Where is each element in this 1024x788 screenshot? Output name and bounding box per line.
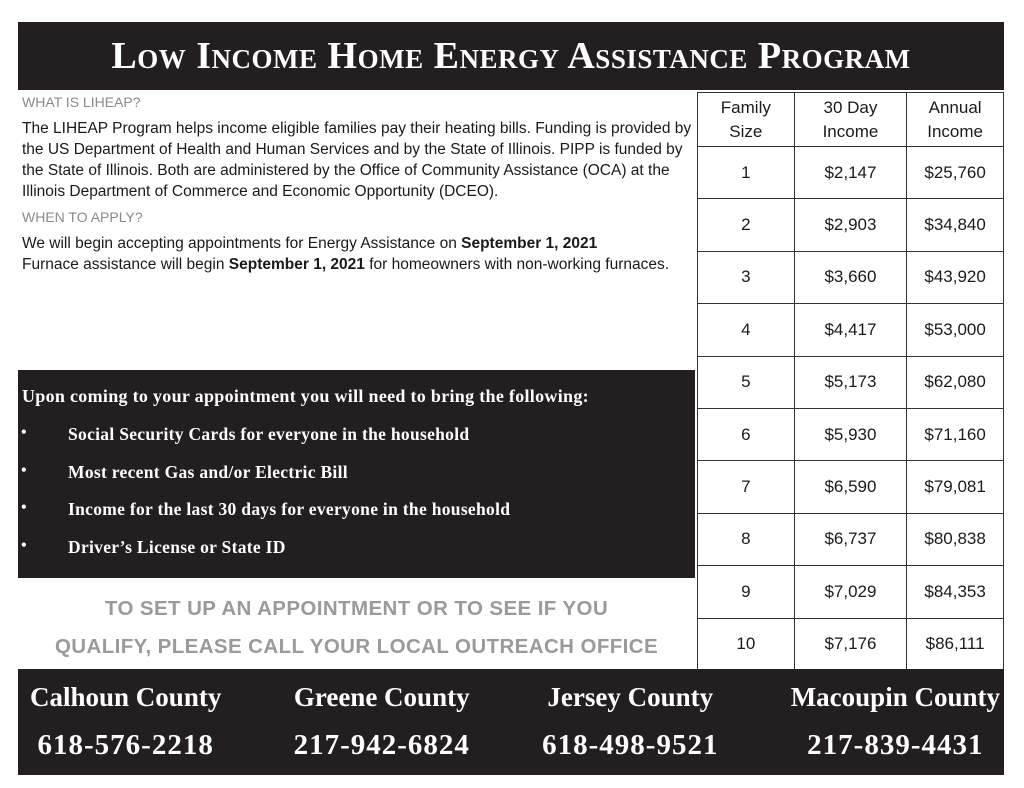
30-day-income-cell: $4,417 bbox=[794, 304, 907, 356]
list-item bbox=[18, 462, 510, 500]
table-header-row bbox=[698, 93, 1004, 147]
family-size-cell: 8 bbox=[698, 513, 795, 565]
county-phone: 217-839-4431 bbox=[807, 729, 984, 761]
list-item-text: Social Security Cards for everyone in the household bbox=[68, 424, 470, 444]
annual-income-cell: $86,111 bbox=[907, 618, 1004, 670]
30-day-income-cell: $7,176 bbox=[794, 618, 907, 670]
requirements-title: Upon coming to your appointment you will need to bring the following: bbox=[22, 386, 589, 406]
30-day-income-cell: $6,590 bbox=[794, 461, 907, 513]
30-day-income-cell: $7,029 bbox=[794, 566, 907, 618]
family-size-cell: 7 bbox=[698, 461, 795, 513]
county-name: Calhoun County bbox=[30, 682, 222, 712]
annual-income-cell: $80,838 bbox=[907, 513, 1004, 565]
what-heading: WHAT IS LIHEAP? bbox=[22, 94, 141, 110]
county-name: Greene County bbox=[293, 682, 470, 712]
annual-income-cell: $43,920 bbox=[907, 251, 1004, 303]
family-size-cell: 4 bbox=[698, 304, 795, 356]
bullet-icon: • bbox=[21, 424, 27, 441]
info-section bbox=[22, 92, 697, 275]
list-item-text: Most recent Gas and/or Electric Bill bbox=[68, 461, 348, 482]
annual-income-cell: $53,000 bbox=[907, 304, 1004, 356]
list-item-text: Driver’s License or State ID bbox=[68, 536, 286, 557]
table-row bbox=[698, 147, 1004, 199]
30-day-income-cell: $3,660 bbox=[794, 251, 907, 303]
30-day-income-cell: $2,147 bbox=[794, 147, 907, 199]
header-annual-income: Annual Income bbox=[907, 93, 1004, 147]
table-row bbox=[698, 304, 1004, 356]
when-paragraph bbox=[22, 233, 697, 275]
annual-income-cell: $25,760 bbox=[907, 147, 1004, 199]
family-size-cell: 2 bbox=[698, 199, 795, 251]
call-to-action bbox=[18, 590, 695, 666]
table-row bbox=[698, 618, 1004, 670]
cta-line-1: TO SET UP AN APPOINTMENT OR TO SEE IF YOU bbox=[104, 597, 609, 620]
list-item bbox=[18, 499, 510, 537]
list-item bbox=[18, 424, 510, 462]
annual-income-cell: $79,081 bbox=[907, 461, 1004, 513]
bullet-icon: • bbox=[21, 461, 27, 479]
list-item bbox=[18, 537, 510, 575]
when-text-2: Furnace assistance will begin bbox=[22, 256, 229, 273]
when-text-1: We will begin accepting appointments for Energy Assistance on bbox=[22, 235, 462, 252]
cta-line-2: QUALIFY, PLEASE CALL YOUR LOCAL OUTREACH OFFICE bbox=[54, 635, 659, 658]
annual-income-cell: $34,840 bbox=[907, 199, 1004, 251]
table-row bbox=[698, 251, 1004, 303]
family-size-cell: 3 bbox=[698, 251, 795, 303]
annual-income-cell: $62,080 bbox=[907, 356, 1004, 408]
family-size-cell: 6 bbox=[698, 408, 795, 460]
furnace-date: September 1, 2021 bbox=[228, 256, 365, 273]
30-day-income-cell: $5,930 bbox=[794, 408, 907, 460]
start-date: September 1, 2021 bbox=[461, 235, 598, 252]
table-row bbox=[698, 566, 1004, 618]
family-size-cell: 10 bbox=[698, 618, 795, 670]
header-30-day-income: 30 Day Income bbox=[794, 93, 907, 147]
bullet-icon: • bbox=[21, 499, 27, 516]
family-size-cell: 9 bbox=[698, 566, 795, 618]
requirements-list bbox=[18, 424, 510, 574]
table-row bbox=[698, 513, 1004, 565]
contact-footer bbox=[18, 669, 1004, 775]
requirements-box bbox=[18, 370, 695, 578]
when-heading: WHEN TO APPLY? bbox=[22, 209, 143, 225]
county-phone: 217-942-6824 bbox=[293, 729, 470, 761]
table-row bbox=[698, 461, 1004, 513]
annual-income-cell: $84,353 bbox=[907, 566, 1004, 618]
county-jersey bbox=[542, 675, 718, 775]
county-phone: 618-498-9521 bbox=[542, 729, 719, 761]
30-day-income-cell: $6,737 bbox=[794, 513, 907, 565]
bullet-icon: • bbox=[21, 536, 27, 554]
family-size-cell: 5 bbox=[698, 356, 795, 408]
county-name: Jersey County bbox=[547, 682, 714, 712]
county-macoupin bbox=[791, 675, 1000, 775]
county-calhoun bbox=[30, 675, 221, 775]
what-paragraph: The LIHEAP Program helps income eligible families pay their heating bills. Funding is provided by the US Department of Health and Human Services and by the State of Illinois. PIPP is funded by the State of Illinois. Both are administered by the Office of Community Assistance (OCA) at the Illinois Department of Commerce and Economic Opportunity (DCEO). bbox=[22, 120, 692, 200]
header-family-size: Family Size bbox=[698, 93, 795, 147]
page-title: Low Income Home Energy Assistance Program bbox=[18, 22, 1004, 90]
list-item-text: Income for the last 30 days for everyone in the household bbox=[68, 499, 511, 519]
table-row bbox=[698, 408, 1004, 460]
county-greene bbox=[294, 675, 470, 775]
when-text-3: for homeowners with non-working furnaces. bbox=[364, 256, 670, 273]
table-row bbox=[698, 356, 1004, 408]
family-size-cell: 1 bbox=[698, 147, 795, 199]
table-row bbox=[698, 199, 1004, 251]
county-name: Macoupin County bbox=[790, 682, 1000, 712]
30-day-income-cell: $2,903 bbox=[794, 199, 907, 251]
annual-income-cell: $71,160 bbox=[907, 408, 1004, 460]
income-table bbox=[697, 92, 1004, 671]
30-day-income-cell: $5,173 bbox=[794, 356, 907, 408]
county-phone: 618-576-2218 bbox=[37, 729, 214, 761]
